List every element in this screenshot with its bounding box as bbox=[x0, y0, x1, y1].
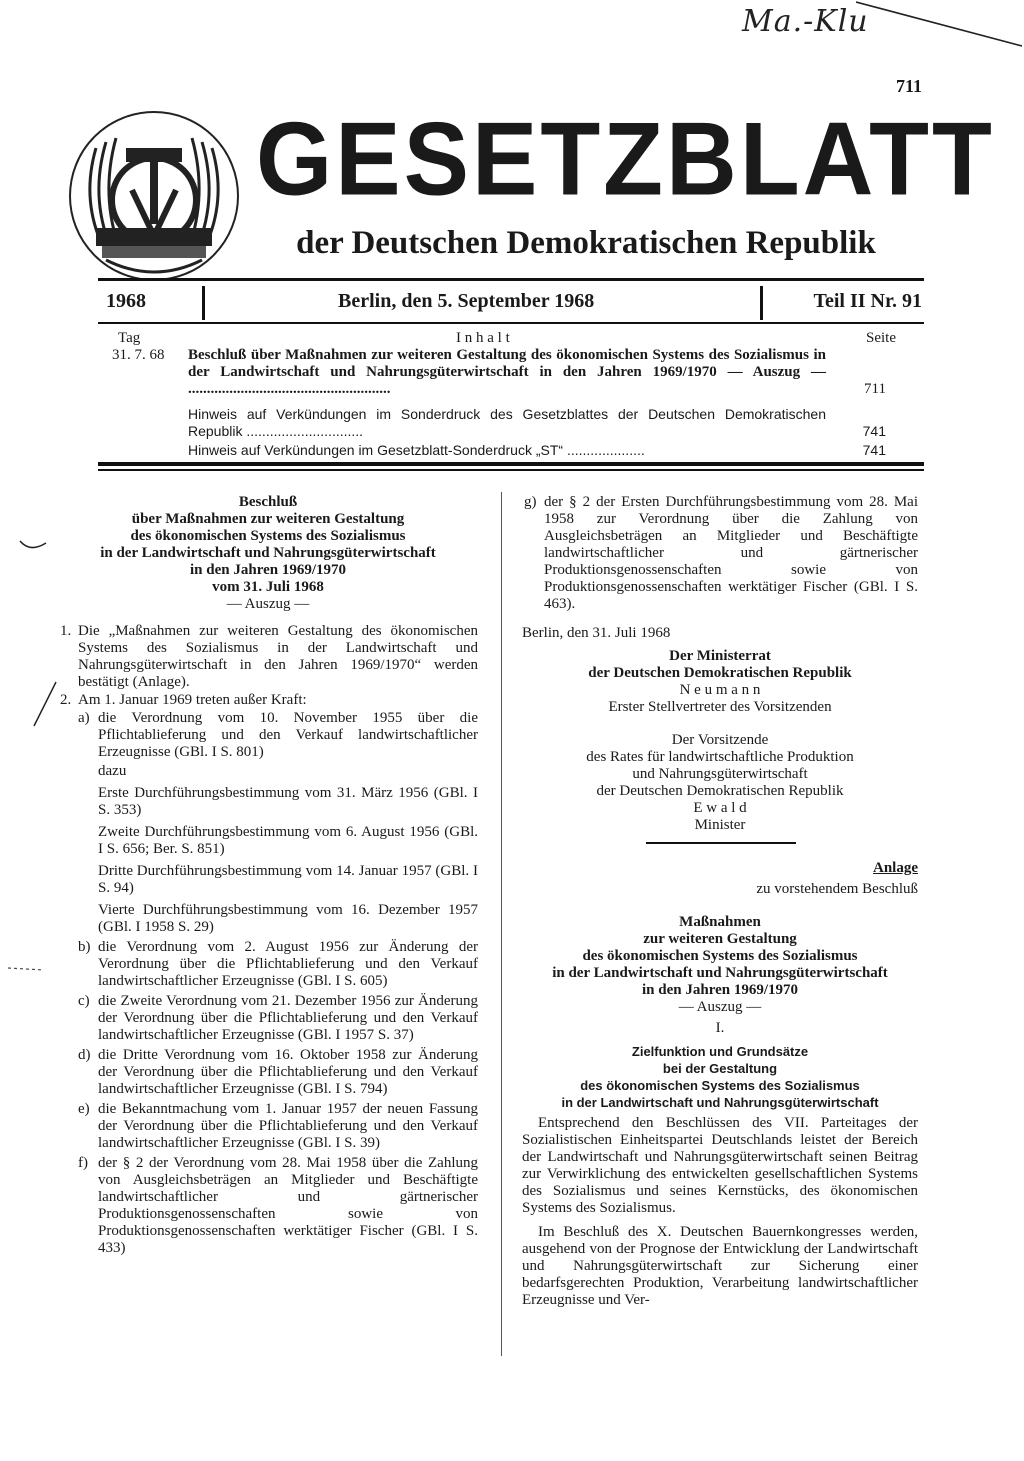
divider bbox=[202, 286, 205, 320]
item-label: d) bbox=[78, 1047, 91, 1063]
section-number: I. bbox=[715, 1020, 725, 1036]
issue-part: Teil II Nr. 91 bbox=[813, 290, 922, 312]
list-item bbox=[522, 494, 918, 613]
toc-title: Hinweis auf Verkündungen im Gesetzblatt-Sonderdruck „ST“ .................... bbox=[188, 442, 645, 458]
handwritten-note: Ma.-Klu bbox=[742, 4, 869, 39]
item-label: b) bbox=[78, 939, 91, 955]
right-column bbox=[522, 494, 918, 1309]
toc-content-header: I n h a l t bbox=[456, 330, 510, 346]
excerpt-label: — Auszug — bbox=[226, 596, 310, 612]
heading-line: über Maßnahmen zur weiteren Gestaltung bbox=[131, 511, 405, 527]
chair-block bbox=[522, 732, 918, 800]
list-item bbox=[58, 1101, 478, 1152]
signer-title: Minister bbox=[694, 817, 746, 833]
list-item bbox=[58, 710, 478, 761]
toc-title: Beschluß über Maßnahmen zur weiteren Gestaltung des ökonomischen Systems des Sozialismus in der Landwirtschaft und Nahrungsgüterwirtschaft in den Jahren 1969/1970 — Auszug — ...................................................... bbox=[188, 347, 826, 397]
excerpt-label: — Auszug — bbox=[678, 999, 762, 1015]
item-label: f) bbox=[78, 1155, 88, 1171]
toc-day-header: Tag bbox=[118, 330, 141, 346]
item-label: c) bbox=[78, 993, 90, 1009]
item-text: der § 2 der Verordnung vom 28. Mai 1958 über die Zahlung von Ausgleichsbeträgen an Mitglieder und Beschäftigte landwirtschaftlicher und gärtnerischer Produktionsgenossenschaften sowie von Produktionsgenossenschaften werktätiger Fischer (GBl. I S. 433) bbox=[98, 1155, 478, 1256]
toc-page: 741 bbox=[862, 423, 886, 439]
heading-line: Beschluß bbox=[238, 494, 298, 510]
signature-rule bbox=[646, 842, 796, 844]
heading-line: zur weiteren Gestaltung bbox=[643, 931, 797, 947]
list-item bbox=[58, 1155, 478, 1257]
pen-stroke-mark bbox=[856, 0, 1024, 50]
toc-page-header: Seite bbox=[866, 330, 896, 346]
item-number: 1. bbox=[60, 623, 72, 639]
item-text: der § 2 der Ersten Durchführungsbestimmung vom 28. Mai 1958 zur Verordnung über die Zahlung von Ausgleichsbeträgen an Mitglieder und Beschäftigte landwirtschaftlicher und gärtnerischer Produktionsgenossenschaften sowie von Produktionsgenossenschaften werktätiger Fischer (GBl. I S. 463). bbox=[544, 494, 918, 612]
state-emblem-icon bbox=[66, 108, 242, 284]
column-divider bbox=[501, 492, 502, 1356]
header-rule bbox=[98, 278, 924, 281]
left-column bbox=[58, 494, 478, 1257]
list-item bbox=[58, 623, 478, 691]
item-label: e) bbox=[78, 1101, 90, 1117]
sub-item: Erste Durchführungsbestimmung vom 31. März 1956 (GBl. I S. 353) bbox=[98, 785, 478, 818]
item-text: die Verordnung vom 2. August 1956 zur Änderung der Verordnung über die Pflichtablieferung und den Verkauf landwirtschaftlicher Erzeugnisse (GBl. I S. 605) bbox=[98, 939, 478, 989]
section-heading bbox=[522, 1043, 918, 1111]
chair-line: Der Vorsitzende bbox=[671, 732, 769, 748]
item-text: Die „Maßnahmen zur weiteren Gestaltung des ökonomischen Systems des Sozialismus in der Landwirtschaft und Nahrungsgüterwirtschaft in den Jahren 1969/1970“ werden bestätigt (Anlage). bbox=[78, 623, 478, 690]
heading-line: in der Landwirtschaft und Nahrungsgüterwirtschaft bbox=[100, 545, 436, 561]
item-number: 2. bbox=[60, 692, 72, 708]
list-item bbox=[58, 1047, 478, 1098]
issue-year: 1968 bbox=[106, 290, 146, 312]
chair-line: des Rates für landwirtschaftliche Produktion bbox=[586, 749, 854, 765]
toc-date: 31. 7. 68 bbox=[112, 347, 165, 363]
sub-item: Zweite Durchführungsbestimmung vom 6. August 1956 (GBl. I S. 656; Ber. S. 851) bbox=[98, 824, 478, 857]
page-number: 711 bbox=[895, 76, 922, 96]
item-label: g) bbox=[524, 494, 537, 510]
heading-line: des ökonomischen Systems des Sozialismus bbox=[582, 948, 858, 964]
council-name bbox=[522, 648, 918, 682]
sub-items bbox=[58, 785, 478, 936]
annex-subtitle: zu vorstehendem Beschluß bbox=[756, 881, 918, 897]
sub-item: Dritte Durchführungsbestimmung vom 14. Januar 1957 (GBl. I S. 94) bbox=[98, 863, 478, 896]
heading-line: des ökonomischen Systems des Sozialismus bbox=[580, 1078, 860, 1093]
heading-line: in den Jahren 1969/1970 bbox=[642, 982, 798, 998]
signer-title: Erster Stellvertreter des Vorsitzenden bbox=[608, 699, 832, 715]
margin-mark bbox=[18, 535, 48, 555]
heading-line: bei der Gestaltung bbox=[662, 1061, 778, 1076]
masthead-subtitle: der Deutschen Demokratischen Republik bbox=[296, 225, 876, 261]
masthead-title: GESETZBLATT bbox=[256, 100, 995, 217]
item-text: die Zweite Verordnung vom 21. Dezember 1956 zur Änderung der Verordnung über die Pflichtablieferung und den Verkauf landwirtschaftlicher Erzeugnisse (GBl. I 1957 S. 37) bbox=[98, 993, 478, 1043]
item-label: a) bbox=[78, 710, 90, 726]
header-rule bbox=[98, 322, 924, 324]
toc-page: 711 bbox=[864, 381, 886, 397]
toc-rule bbox=[98, 462, 924, 466]
heading-line: in der Landwirtschaft und Nahrungsgüterwirtschaft bbox=[561, 1095, 879, 1110]
signer-name: N e u m a n n bbox=[679, 682, 761, 698]
issue-date: Berlin, den 5. September 1968 bbox=[338, 290, 595, 312]
sub-note: dazu bbox=[98, 763, 127, 779]
annex-title: Anlage bbox=[873, 860, 918, 876]
signing-place-date: Berlin, den 31. Juli 1968 bbox=[522, 625, 671, 641]
heading-line: in der Landwirtschaft und Nahrungsgüterwirtschaft bbox=[552, 965, 888, 981]
signer-name: E w a l d bbox=[693, 800, 747, 816]
chair-line: und Nahrungsgüterwirtschaft bbox=[632, 766, 808, 782]
margin-mark bbox=[6, 958, 46, 978]
issue-line bbox=[98, 286, 924, 318]
item-text: die Verordnung vom 10. November 1955 über die Pflichtablieferung und den Verkauf landwirtschaftlicher Erzeugnisse (GBl. I S. 801) bbox=[98, 710, 478, 760]
council-line: der Deutschen Demokratischen Republik bbox=[588, 665, 852, 681]
list-item bbox=[58, 692, 478, 709]
heading-line: Zielfunktion und Grundsätze bbox=[631, 1044, 809, 1059]
resolution-heading bbox=[58, 494, 478, 596]
item-text: Am 1. Januar 1969 treten außer Kraft: bbox=[78, 692, 307, 708]
paragraph: Entsprechend den Beschlüssen des VII. Parteitages der Sozialistischen Einheitspartei Deutschlands leistet der Bereich der Landwirtschaft und Nahrungsgüterwirtschaft seinen Beitrag zur Verwirklichung des entwickelten gesellschaftlichen Systems des Sozialismus und seines Kernstücks, des ökonomischen Systems des Sozialismus. bbox=[522, 1115, 918, 1216]
toc-title: Hinweis auf Verkündungen im Sonderdruck des Gesetzblattes der Deutschen Demokratischen Republik .............................. bbox=[188, 406, 826, 439]
heading-line: vom 31. Juli 1968 bbox=[212, 579, 324, 595]
toc-page: 741 bbox=[862, 442, 886, 458]
sub-item: Vierte Durchführungsbestimmung vom 16. Dezember 1957 (GBl. I 1958 S. 29) bbox=[98, 902, 478, 935]
heading-line: in den Jahren 1969/1970 bbox=[190, 562, 346, 578]
item-text: die Dritte Verordnung vom 16. Oktober 1958 zur Änderung der Verordnung über die Pflichtablieferung und den Verkauf landwirtschaftlicher Erzeugnisse (GBl. I S. 794) bbox=[98, 1047, 478, 1097]
heading-line: Maßnahmen bbox=[679, 914, 761, 930]
annex-heading bbox=[522, 914, 918, 999]
heading-line: des ökonomischen Systems des Sozialismus bbox=[130, 528, 406, 544]
divider bbox=[760, 286, 763, 320]
list-item bbox=[58, 939, 478, 990]
item-text: die Bekanntmachung vom 1. Januar 1957 der neuen Fassung der Verordnung über die Pflichtablieferung und den Verkauf landwirtschaftlicher Erzeugnisse (GBl. I S. 39) bbox=[98, 1101, 478, 1151]
paragraph: Im Beschluß des X. Deutschen Bauernkongresses werden, ausgehend von der Prognose der Entwicklung der Landwirtschaft und Nahrungsgüterwirtschaft zur Sicherung einer bedarfsgerechten Produktion, Verarbeitung landwirtschaftlicher Erzeugnisse und Ver- bbox=[522, 1224, 918, 1308]
list-item bbox=[58, 993, 478, 1044]
toc-rule bbox=[98, 469, 924, 471]
council-line: Der Ministerrat bbox=[669, 648, 771, 664]
margin-mark bbox=[30, 680, 60, 730]
chair-line: der Deutschen Demokratischen Republik bbox=[596, 783, 844, 799]
